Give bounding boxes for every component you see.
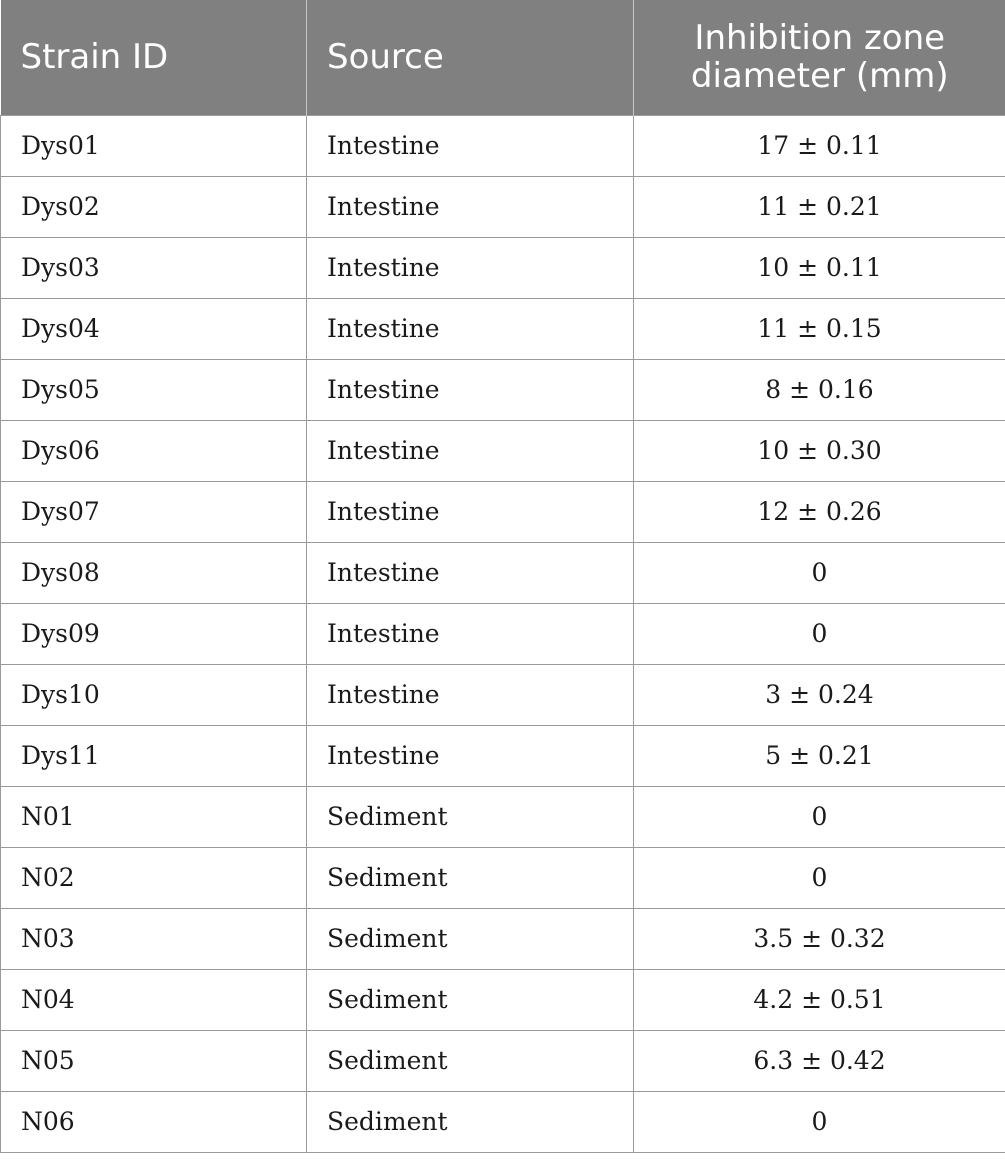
cell-source: Intestine <box>307 725 634 786</box>
cell-source: Intestine <box>307 115 634 176</box>
cell-source: Sediment <box>307 847 634 908</box>
cell-source: Intestine <box>307 420 634 481</box>
cell-source: Intestine <box>307 359 634 420</box>
cell-inhibition-zone: 12 ± 0.26 <box>634 481 1005 542</box>
cell-inhibition-zone: 10 ± 0.11 <box>634 237 1005 298</box>
cell-strain-id: Dys07 <box>1 481 307 542</box>
header-row <box>1 0 1005 115</box>
cell-inhibition-zone: 10 ± 0.30 <box>634 420 1005 481</box>
table-row <box>1 542 1005 603</box>
cell-strain-id: N01 <box>1 786 307 847</box>
table-header <box>1 0 1005 115</box>
cell-source: Sediment <box>307 908 634 969</box>
cell-source: Intestine <box>307 176 634 237</box>
cell-strain-id: Dys10 <box>1 664 307 725</box>
table-row <box>1 1091 1005 1152</box>
cell-strain-id: N03 <box>1 908 307 969</box>
cell-inhibition-zone: 0 <box>634 603 1005 664</box>
cell-source: Intestine <box>307 603 634 664</box>
table-row <box>1 115 1005 176</box>
table-row <box>1 603 1005 664</box>
table-row <box>1 969 1005 1030</box>
cell-inhibition-zone: 5 ± 0.21 <box>634 725 1005 786</box>
table-row <box>1 176 1005 237</box>
cell-inhibition-zone: 0 <box>634 847 1005 908</box>
table-row <box>1 847 1005 908</box>
cell-strain-id: Dys01 <box>1 115 307 176</box>
cell-strain-id: N04 <box>1 969 307 1030</box>
table-row <box>1 481 1005 542</box>
cell-strain-id: Dys09 <box>1 603 307 664</box>
header-strain-id: Strain ID <box>1 0 307 115</box>
cell-source: Intestine <box>307 237 634 298</box>
table-row <box>1 237 1005 298</box>
cell-inhibition-zone: 3 ± 0.24 <box>634 664 1005 725</box>
cell-inhibition-zone: 4.2 ± 0.51 <box>634 969 1005 1030</box>
table-row <box>1 359 1005 420</box>
cell-inhibition-zone: 8 ± 0.16 <box>634 359 1005 420</box>
table-row <box>1 420 1005 481</box>
cell-source: Intestine <box>307 481 634 542</box>
cell-inhibition-zone: 0 <box>634 1091 1005 1152</box>
cell-strain-id: Dys04 <box>1 298 307 359</box>
cell-inhibition-zone: 11 ± 0.21 <box>634 176 1005 237</box>
table-row <box>1 664 1005 725</box>
cell-source: Intestine <box>307 298 634 359</box>
cell-strain-id: Dys03 <box>1 237 307 298</box>
cell-inhibition-zone: 0 <box>634 542 1005 603</box>
cell-strain-id: Dys05 <box>1 359 307 420</box>
cell-source: Sediment <box>307 969 634 1030</box>
cell-strain-id: N06 <box>1 1091 307 1152</box>
table-row <box>1 298 1005 359</box>
cell-strain-id: N02 <box>1 847 307 908</box>
cell-inhibition-zone: 17 ± 0.11 <box>634 115 1005 176</box>
table-row <box>1 1030 1005 1091</box>
cell-strain-id: N05 <box>1 1030 307 1091</box>
cell-inhibition-zone: 3.5 ± 0.32 <box>634 908 1005 969</box>
table-body <box>1 115 1005 1152</box>
cell-strain-id: Dys11 <box>1 725 307 786</box>
cell-source: Intestine <box>307 542 634 603</box>
header-source: Source <box>307 0 634 115</box>
cell-source: Sediment <box>307 1091 634 1152</box>
table-row <box>1 725 1005 786</box>
header-inhibition-zone-diameter: Inhibition zone diameter (mm) <box>634 0 1005 115</box>
cell-inhibition-zone: 11 ± 0.15 <box>634 298 1005 359</box>
cell-strain-id: Dys02 <box>1 176 307 237</box>
cell-source: Intestine <box>307 664 634 725</box>
cell-source: Sediment <box>307 1030 634 1091</box>
cell-source: Sediment <box>307 786 634 847</box>
cell-inhibition-zone: 6.3 ± 0.42 <box>634 1030 1005 1091</box>
cell-strain-id: Dys06 <box>1 420 307 481</box>
cell-inhibition-zone: 0 <box>634 786 1005 847</box>
cell-strain-id: Dys08 <box>1 542 307 603</box>
table-row <box>1 908 1005 969</box>
table-row <box>1 786 1005 847</box>
